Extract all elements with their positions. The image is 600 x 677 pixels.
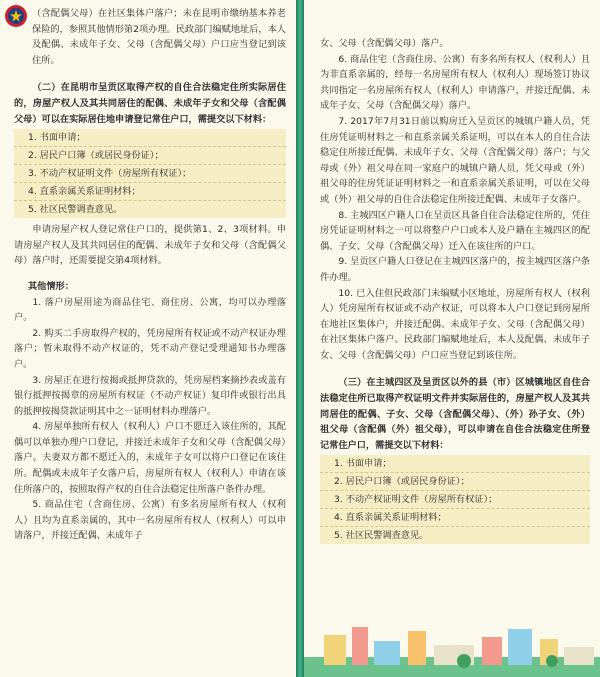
list-item: 9. 呈贡区户籍人口登记在主城四区落户的，按主城四区落户条件办理。 <box>320 256 590 283</box>
list-item: 2. 居民户口簿（或居民身份证）； <box>14 147 286 165</box>
police-emblem-icon <box>4 4 28 28</box>
list-item: 6. 商品住宅（含商住房、公寓）有多名所有权人（权利人）且为非直系亲属的，经每一名房屋所有权人（权利人）现场签订协议共同指定一名房屋所有权人（权利人）申请落户，并接迁配偶、未成年子女、父母（含配偶父母）落户。 <box>320 53 590 112</box>
list-item: 1. 落户房屋用途为商品住宅、商住房、公寓，均可以办理落户。 <box>14 296 286 324</box>
section-heading-3: （三）在主城四区及呈贡区以外的县（市）区城镇地区自住合法稳定住所已取得产权证明文件并实际居住的，房屋产权人及其共同居住的配偶、子女、父母（含配偶父母）、（外）孙子女、（外）祖父母（含配偶（外）祖父母），可以申请在自住合法稳定住所登记常住户口，需提交以下材料： <box>320 377 590 451</box>
list-item: 3. 不动产权证明文件（房屋所有权证）； <box>14 165 286 183</box>
paragraph: 女、父母（含配偶父母）落户。 <box>320 38 449 49</box>
list-item: 1. 书面申请； <box>320 455 590 473</box>
list-item: 5. 社区民警调查意见。 <box>334 530 429 542</box>
section-heading-2: （二）在昆明市呈贡区取得产权的自住合法稳定住所实际居住的，房屋产权人及其共同居住的配偶、未成年子女和父母（含配偶父母）可以在实际居住地申请登记常住户口，需提交以下材料： <box>14 82 286 125</box>
materials-list <box>320 455 590 544</box>
paragraph: 申请房屋产权人登记常住户口的，提供第1、2、3项材料。申请房屋产权人及其共同居住的配偶、未成年子女和父母（含配偶父母）落户时，还需要提交第4项材料。 <box>14 224 286 267</box>
list-item: 4. 直系亲属关系证明材料； <box>320 509 590 527</box>
paragraph: （含配偶父母）在社区集体户落户；未在昆明市缴纳基本养老保险的，参照其他情形第2项办理。民政部门编赋地址后，本人及配偶、未成年子女、父母（含配偶父母）户口应当登记到该住所。 <box>32 8 286 66</box>
city-illustration-icon <box>304 617 600 677</box>
list-item: 2. 居民户口簿（或居民身份证）； <box>320 473 590 491</box>
list-item: 4. 直系亲属关系证明材料； <box>14 183 286 201</box>
list-item: 8. 主城四区户籍人口在呈贡区具备自住合法稳定住所的，凭住房凭证证明材料之一可以将整户户口或本人及户籍在主城四区的配偶、子女、父母（含配偶父母）迁入在该住所的户口。 <box>320 209 590 252</box>
list-item: 5. 商品住宅（含商住房、公寓）有多名房屋所有权人（权利人）且均为直系亲属的，其中一名房屋所有权人（权利人）可以申请落户，并接迁配偶、未成年子 <box>14 499 286 542</box>
left-page <box>0 0 296 677</box>
list-item: 5. 社区民警调查意见。 <box>28 204 123 216</box>
materials-list <box>14 129 286 218</box>
list-item: 10. 已入住但民政部门未编赋小区地址，房屋所有权人（权利人）凭房屋所有权证或不动产权证，可以将本人户口登记到房屋所在地社区集体户，并接迁配偶、未成年子女、父母（含配偶父母）在社区集体户落户。民政部门编赋地址后，本人及配偶、未成年子女、父母（含配偶父母）户口应当登记到该住所。 <box>320 287 590 361</box>
list-item: 4. 房屋单独所有权人（权利人）户口不愿迁入该住所的，其配偶可以单独办理户口登记，并接迁未成年子女和父母（含配偶父母）落户。夫妻双方都不愿迁入的，未成年子女可以将户口登记在该住所。配偶或未成年子女落户后，房屋所有权人（权利人）申请在该住所落户的，按照取得产权的自住合法稳定住所落户条件办理。 <box>14 421 286 495</box>
list-item: 2. 购买二手房取得产权的，凭房屋所有权证或不动产权证办理落户；暂未取得不动产权证的，凭不动产登记受理通知书办理落户。 <box>14 327 286 370</box>
other-cases-title: 其他情形： <box>28 280 74 292</box>
list-item: 3. 不动产权证明文件（房屋所有权证）； <box>320 491 590 509</box>
right-page <box>304 0 600 677</box>
list-item: 1. 书面申请； <box>14 129 286 147</box>
list-item: 7. 2017年7月31日前以购房迁入呈贡区的城镇户籍人员，凭住房凭证明材料之一和直系亲属关系证明，可以在本人的自住合法稳定住所接迁配偶、未成年子女、父母（含配偶父母）落户；与父母或（外）祖父母在同一家庭户的城镇户籍人员，凭父母或（外）祖父母的住房凭证证明材料之一和直系亲属关系证明，可以在父母或（外）祖父母的自住合法稳定住所接迁配偶、未成年子女落户。 <box>320 115 590 205</box>
list-item: 3. 房屋正在进行按揭或抵押贷款的，凭房屋档案摘抄表或盖有银行抵押按揭章的房屋所有权证（不动产权证）复印件或银行出具的抵押按揭贷款证明其中之一证明材料办理落户。 <box>14 374 286 417</box>
page-gutter <box>296 0 304 677</box>
